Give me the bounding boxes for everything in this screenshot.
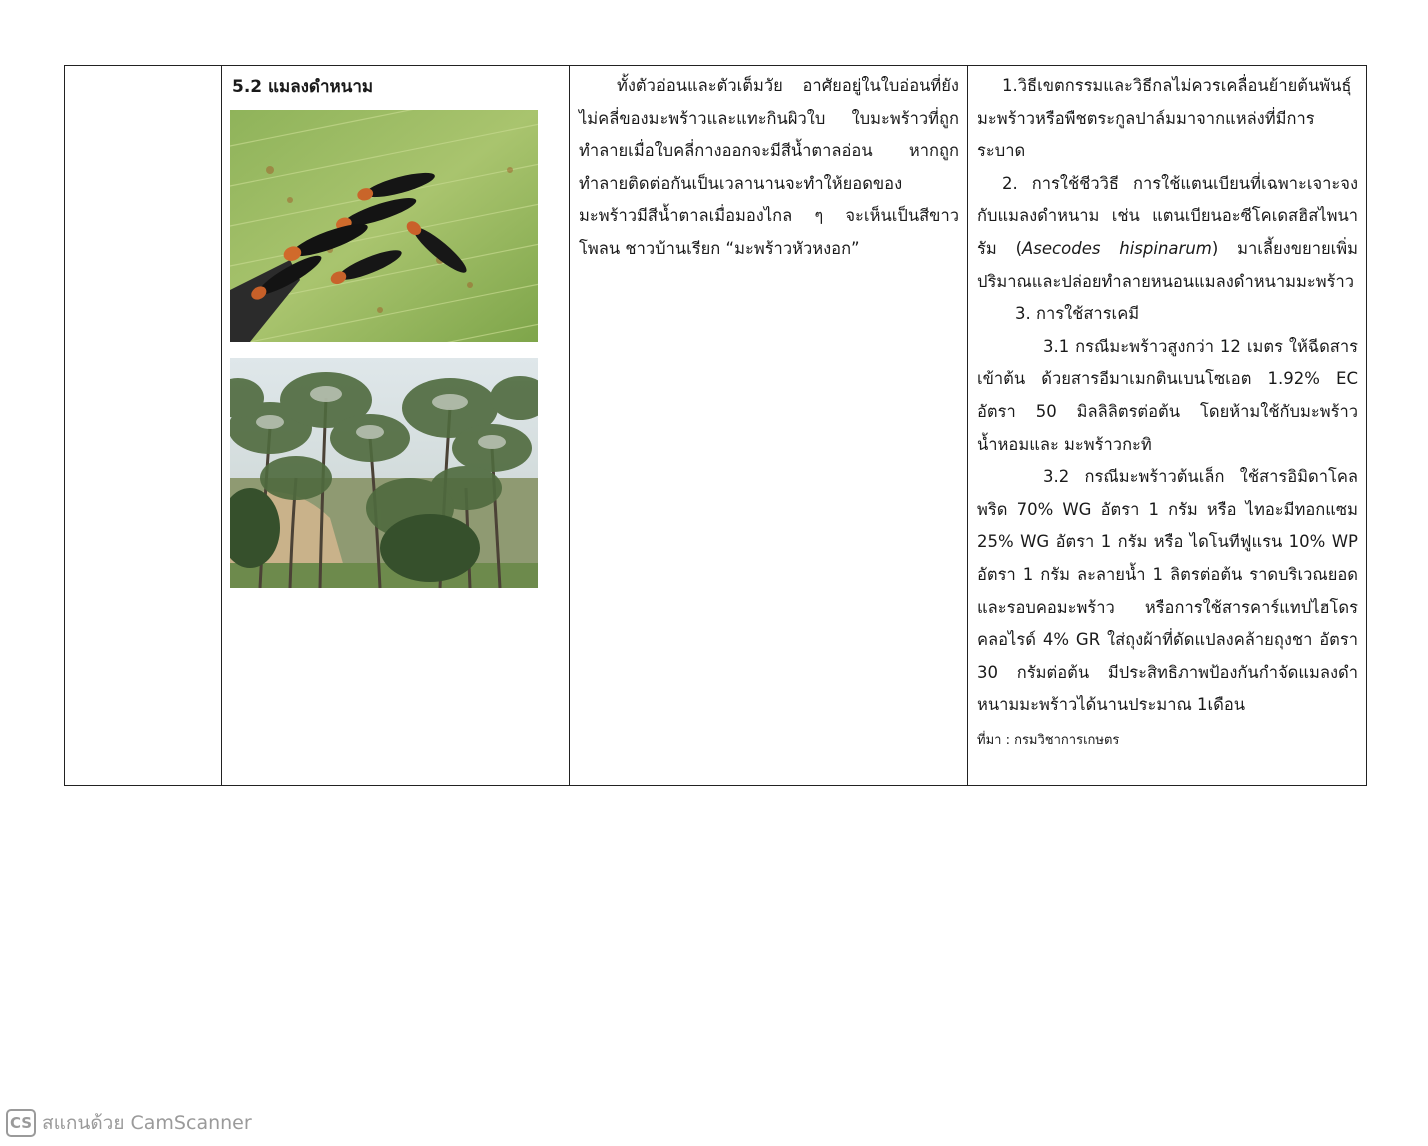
watermark-text: สแกนด้วย CamScanner	[42, 1112, 252, 1134]
control-chemical-heading: 3. การใช้สารเคมี	[1015, 304, 1140, 324]
pest-info-table	[64, 65, 1367, 786]
control-biological: 2. การใช้ชีววิธี การใช้แตนเบียนที่เฉพาะเจาะจงกับแมลงดำหนาม เช่น แตนเบียนอะซีโคเดสฮิสไพนารัม (Asecodes hispinarum) มาเลี้ยงขยายเพิ่มปริมาณและปล่อยทำลายหนอนแมลงดำหนามมะพร้าว	[977, 173, 1359, 291]
damage-description: ทั้งตัวอ่อนและตัวเต็มวัย อาศัยอยู่ในใบอ่อนที่ยังไม่คลี่ของมะพร้าวและแทะกินผิวใบ ใบมะพร้าวที่ถูกทำลายเมื่อใบคลี่กางออกจะมีสีน้ำตาลอ่อน หากถูกทำลายติดต่อกันเป็นเวลานานจะทำให้ยอดของมะพร้าวมีสีน้ำตาลเมื่อมองไกล ๆ จะเห็นเป็นสีขาวโพลน ชาวบ้านเรียก “มะพร้าวหัวหงอก”	[579, 76, 959, 258]
camscanner-watermark	[6, 1108, 252, 1138]
empty-cell	[65, 66, 222, 786]
pest-title: 5.2 แมลงดำหนาม	[232, 77, 374, 97]
control-chemical-small: 3.2 กรณีมะพร้าวต้นเล็ก ใช้สารอิมิดาโคลพริด 70% WG อัตรา 1 กรัม หรือ ไทอะมีทอกแซม 25% WG อัตรา 1 กรัม หรือ ไดโนทีฟูแรน 10% WP อัตรา 1 กรัม ละลายน้ำ 1 ลิตรต่อต้น ราดบริเวณยอด และรอบคอมะพร้าว หรือการใช้สารคาร์แทปไฮโดรคลอไรด์ 4% GR ใส่ถุงผ้าที่ดัดแปลงคล้ายถุงชา อัตรา 30 กรัมต่อต้น มีประสิทธิภาพป้องกันกำจัดแมลงดำหนามมะพร้าวได้นานประมาณ 1เดือน	[977, 467, 1358, 715]
damage-description-cell	[570, 66, 968, 786]
coconut-palm-photo	[230, 358, 538, 588]
pest-cell	[222, 66, 570, 786]
source-note: ที่มา : กรมวิชาการเกษตร	[977, 732, 1120, 748]
table-row	[65, 66, 1367, 786]
species-name: Asecodes hispinarum	[1022, 238, 1212, 258]
camscanner-logo-icon: CS	[6, 1109, 36, 1137]
control-chemical-tall: 3.1 กรณีมะพร้าวสูงกว่า 12 เมตร ให้ฉีดสารเข้าต้น ด้วยสารอีมาเมกตินเบนโซเอต 1.92% EC อัตรา 50 มิลลิลิตรต่อต้น โดยห้ามใช้กับมะพร้าวน้ำหอมและ มะพร้าวกะทิ	[977, 336, 1358, 454]
control-methods-cell	[968, 66, 1367, 786]
control-cultural: 1.วิธีเขตกรรมและวิธีกลไม่ควรเคลื่อนย้ายต้นพันธุ์ มะพร้าวหรือพืชตระกูลปาล์มมาจากแหล่งที่มีการระบาด	[977, 76, 1352, 161]
beetle-photo	[230, 110, 538, 342]
